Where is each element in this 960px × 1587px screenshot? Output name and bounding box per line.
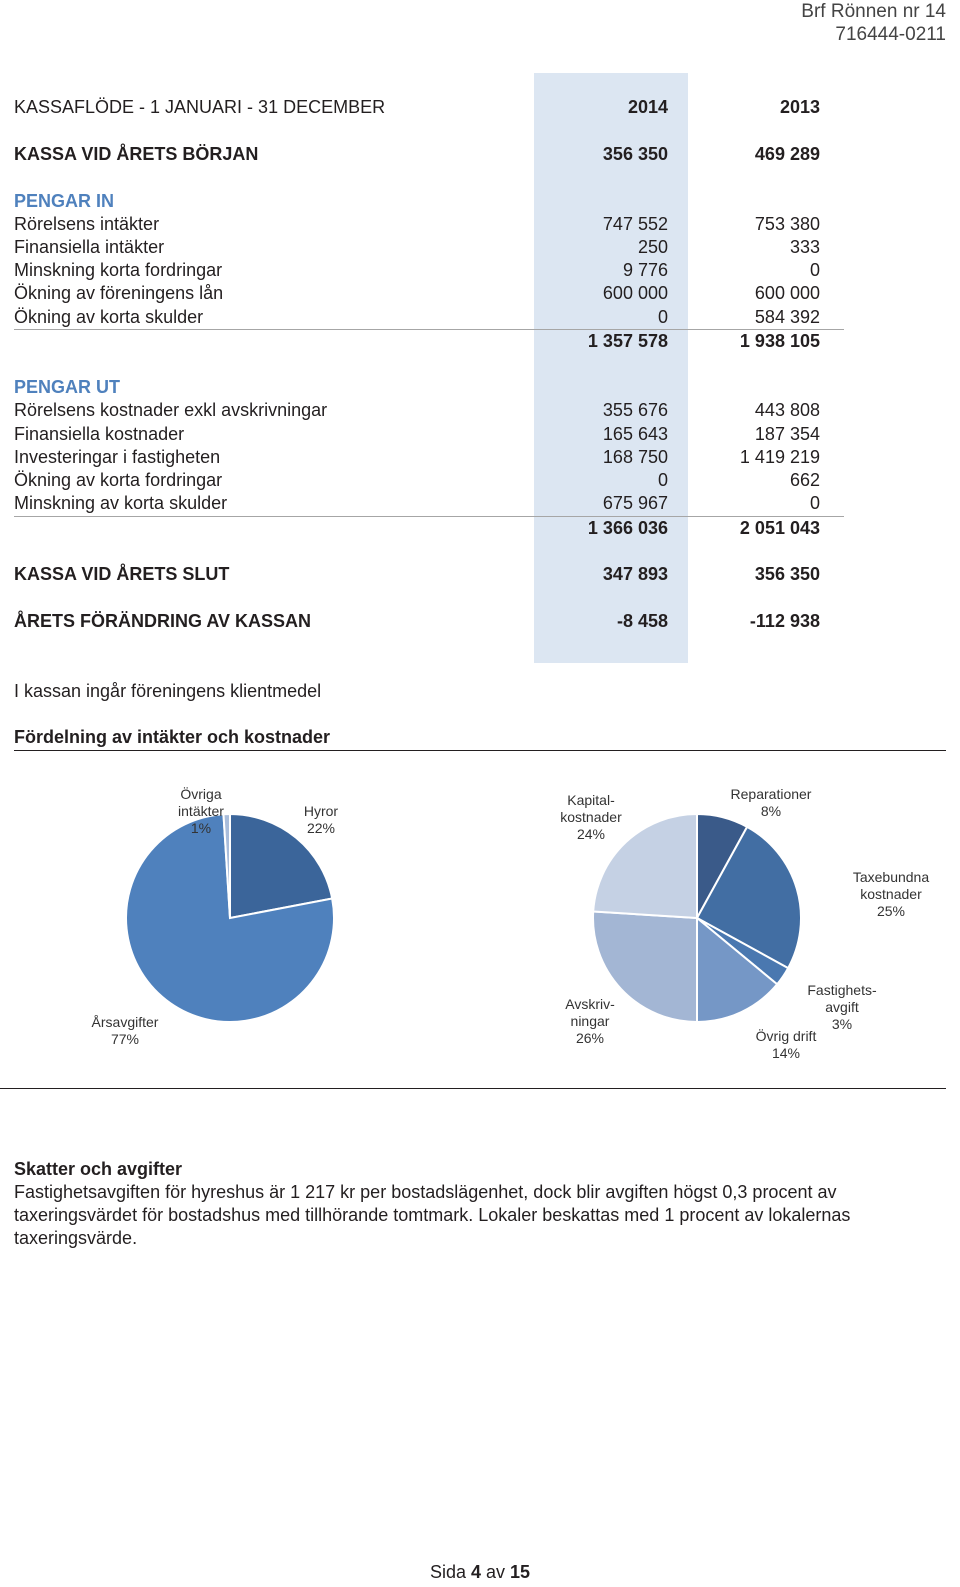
row-label: Rörelsens kostnader exkl avskrivningar bbox=[14, 400, 328, 420]
label-taxebundna-kostnader: Taxebundna kostnader 25% bbox=[852, 869, 930, 919]
year-2013-header: 2013 bbox=[779, 97, 820, 117]
table-row bbox=[14, 259, 844, 282]
value-2013: 469 289 bbox=[754, 144, 820, 164]
row-label: Ökning av korta fordringar bbox=[14, 470, 223, 490]
value-2014: -8 458 bbox=[616, 611, 668, 631]
table-title-row bbox=[14, 96, 844, 119]
in-total-row bbox=[14, 330, 844, 353]
value-2013: 356 350 bbox=[754, 564, 820, 584]
taxes-text-line: taxeringsvärdet för bostadshus med tillhörande tomtmark. Lokaler beskattas med 1 procent av lokalernas bbox=[14, 1205, 851, 1225]
value-2013: 2 051 043 bbox=[739, 518, 820, 538]
table-row bbox=[14, 236, 844, 259]
document-header bbox=[801, 0, 946, 46]
section-heading-out bbox=[14, 376, 844, 399]
row-label: Minskning av korta skulder bbox=[14, 493, 228, 513]
table-row bbox=[14, 399, 844, 422]
value-2013: 662 bbox=[789, 470, 820, 490]
row-label: Minskning korta fordringar bbox=[14, 260, 223, 280]
value-2014: 600 000 bbox=[602, 283, 668, 303]
value-2013: 333 bbox=[789, 237, 820, 257]
org-name: Brf Rönnen nr 14 bbox=[801, 1, 946, 22]
value-2013: 600 000 bbox=[754, 283, 820, 303]
label-fastighetsavgift: Fastighets- avgift 3% bbox=[807, 982, 877, 1032]
value-2014: 747 552 bbox=[602, 214, 668, 234]
table-row bbox=[14, 469, 844, 492]
value-2014: 356 350 bbox=[602, 144, 668, 164]
taxes-text-line: taxeringsvärde. bbox=[14, 1228, 138, 1248]
taxes-text-line: Fastighetsavgiften för hyreshus är 1 217 kr per bostadslägenhet, dock blir avgiften högst 0,3 procent av bbox=[14, 1182, 837, 1202]
value-2014: 0 bbox=[657, 307, 668, 327]
value-2014: 1 357 578 bbox=[587, 331, 668, 351]
closing-cash-row bbox=[14, 563, 844, 586]
table-row bbox=[14, 282, 844, 305]
value-2013: 187 354 bbox=[754, 424, 820, 444]
value-2013: 1 938 105 bbox=[739, 331, 820, 351]
charts-top-rule bbox=[14, 750, 946, 751]
income-pie bbox=[126, 814, 334, 1022]
section-label: PENGAR UT bbox=[14, 377, 121, 397]
row-label: Rörelsens intäkter bbox=[14, 214, 160, 234]
value-2013: 584 392 bbox=[754, 307, 820, 327]
org-number: 716444-0211 bbox=[835, 24, 946, 45]
label-hyror: Hyror 22% bbox=[303, 803, 339, 836]
footer-mid: av bbox=[481, 1562, 511, 1582]
page-number: 4 bbox=[470, 1562, 481, 1582]
table-row bbox=[14, 306, 844, 329]
label-kapitalkostnader: Kapital- kostnader 24% bbox=[560, 792, 622, 842]
section-label: PENGAR IN bbox=[14, 191, 115, 211]
label-arsavgifter: Årsavgifter 77% bbox=[91, 1014, 159, 1047]
value-2014: 165 643 bbox=[602, 424, 668, 444]
row-label: KASSA VID ÅRETS SLUT bbox=[14, 564, 230, 584]
page-total: 15 bbox=[510, 1562, 531, 1582]
row-label: Investeringar i fastigheten bbox=[14, 447, 221, 467]
row-label: KASSA VID ÅRETS BÖRJAN bbox=[14, 144, 259, 164]
table-row bbox=[14, 492, 844, 515]
value-2014: 675 967 bbox=[602, 493, 668, 513]
taxes-heading: Skatter och avgifter bbox=[14, 1159, 183, 1179]
value-2013: 443 808 bbox=[754, 400, 820, 420]
row-label: Ökning av föreningens lån bbox=[14, 283, 224, 303]
page-footer bbox=[0, 1562, 960, 1583]
value-2014: 0 bbox=[657, 470, 668, 490]
value-2013: 0 bbox=[809, 493, 820, 513]
value-2014: 168 750 bbox=[602, 447, 668, 467]
charts-bottom-rule bbox=[0, 1088, 946, 1089]
row-label: Ökning av korta skulder bbox=[14, 307, 204, 327]
charts-title: Fördelning av intäkter och kostnader bbox=[14, 727, 331, 747]
value-2013: 0 bbox=[809, 260, 820, 280]
table-row bbox=[14, 423, 844, 446]
row-label: Finansiella intäkter bbox=[14, 237, 165, 257]
row-label: ÅRETS FÖRÄNDRING AV KASSAN bbox=[14, 611, 312, 631]
value-2013: 753 380 bbox=[754, 214, 820, 234]
table-title: KASSAFLÖDE - 1 JANUARI - 31 DECEMBER bbox=[14, 97, 386, 117]
client-funds-note: I kassan ingår föreningens klientmedel bbox=[14, 681, 322, 701]
label-avskrivningar: Avskriv- ningar 26% bbox=[565, 996, 615, 1046]
value-2014: 347 893 bbox=[602, 564, 668, 584]
value-2013: -112 938 bbox=[749, 611, 820, 631]
value-2014: 250 bbox=[637, 237, 668, 257]
row-label: Finansiella kostnader bbox=[14, 424, 185, 444]
cost-pie bbox=[593, 814, 801, 1022]
label-ovriga-intakter: Övriga intäkter 1% bbox=[178, 786, 224, 836]
table-row bbox=[14, 213, 844, 236]
label-ovrig-drift: Övrig drift 14% bbox=[755, 1028, 817, 1061]
value-2013: 1 419 219 bbox=[739, 447, 820, 467]
opening-cash-row bbox=[14, 143, 844, 166]
section-heading-in bbox=[14, 190, 844, 213]
label-reparationer: Reparationer 8% bbox=[730, 786, 812, 819]
out-total-row bbox=[14, 517, 844, 540]
cash-change-row bbox=[14, 610, 844, 633]
value-2014: 355 676 bbox=[602, 400, 668, 420]
footer-prefix: Sida bbox=[429, 1562, 471, 1582]
value-2014: 1 366 036 bbox=[587, 518, 668, 538]
year-2014-header: 2014 bbox=[627, 97, 668, 117]
table-row bbox=[14, 446, 844, 469]
value-2014: 9 776 bbox=[622, 260, 668, 280]
